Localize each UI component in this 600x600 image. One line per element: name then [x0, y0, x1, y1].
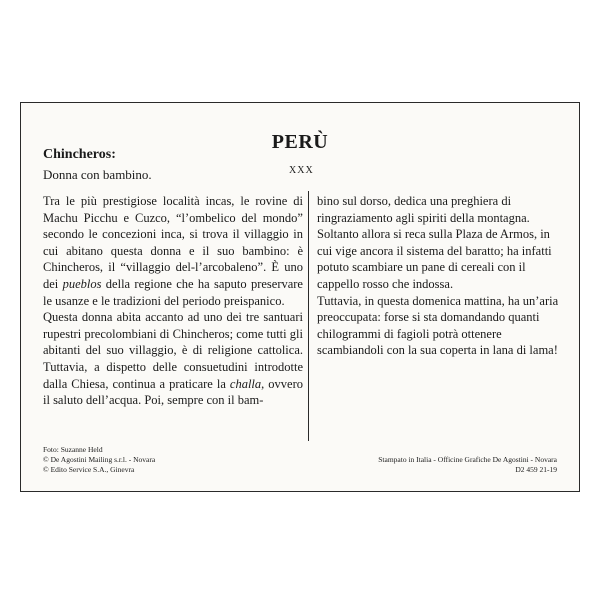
text-run: Tra le più prestigiose località incas, le rovine di Machu Picchu e Cuzco, “l’ombelico del mondo” secondo le concezioni inca, si trova il villaggio in cui abitano questa donna e il suo bambino: è Chincheros, il “villaggio del-l’arcobaleno”. È uno dei — [43, 194, 303, 291]
photo-caption: Donna con bambino. — [43, 167, 152, 182]
italic-term-pueblos: pueblos — [62, 276, 102, 291]
postcard-back — [20, 102, 580, 492]
paragraph: bino sul dorso, dedica una preghiera di ringraziamento agli spiriti della montagna. — [317, 194, 530, 225]
card-code: XXX — [289, 165, 314, 176]
text-run: della regione che ha saputo preservare le usanze e le tradizioni del periodo preispanico. — [43, 276, 303, 308]
paragraph — [43, 193, 303, 309]
photo-credits — [43, 445, 155, 475]
place-name: Chincheros: — [43, 147, 116, 162]
card-title: PERÙ — [271, 131, 329, 153]
text-run: , ovvero il saluto dell’acqua. Poi, sempre con il bam- — [43, 376, 303, 408]
italic-term-challa: challa — [229, 376, 262, 391]
right-column-text — [317, 193, 567, 359]
column-divider — [308, 191, 309, 441]
left-column-text — [43, 193, 303, 409]
paragraph — [43, 309, 303, 409]
text-run: Questa donna abita accanto ad uno dei tre santuari rupestri precolombiani di Chincheros; come tutti gli abitanti del suo villaggio, è di religione cattolica. Tuttavia, a dispetto delle consuetudini introdotte dalla Chiesa, continua a praticare la — [43, 310, 303, 391]
credit-line: © De Agostini Mailing s.r.l. - Novara — [43, 455, 156, 464]
paragraph: Tuttavia, in questa domenica mattina, ha un’aria preoccupata: forse si sta domandando quanti chilogrammi di fagioli potrà ottenere scambiandoli con la sua coperta in lana di lama! — [317, 293, 559, 358]
printer-line: D2 459 21-19 — [515, 465, 557, 474]
printer-line: Stampato in Italia - Officine Grafiche De Agostini - Novara — [378, 455, 557, 464]
credit-line: Foto: Suzanne Held — [43, 445, 103, 454]
printer-info — [378, 455, 557, 475]
paragraph: Soltanto allora si reca sulla Plaza de Armos, in cui vige ancora il sistema del baratto; ha infatti potuto scambiare un pane di cereali con il cappello rosso che indossa. — [317, 227, 552, 291]
credit-line: © Edito Service S.A., Ginevra — [43, 465, 135, 474]
